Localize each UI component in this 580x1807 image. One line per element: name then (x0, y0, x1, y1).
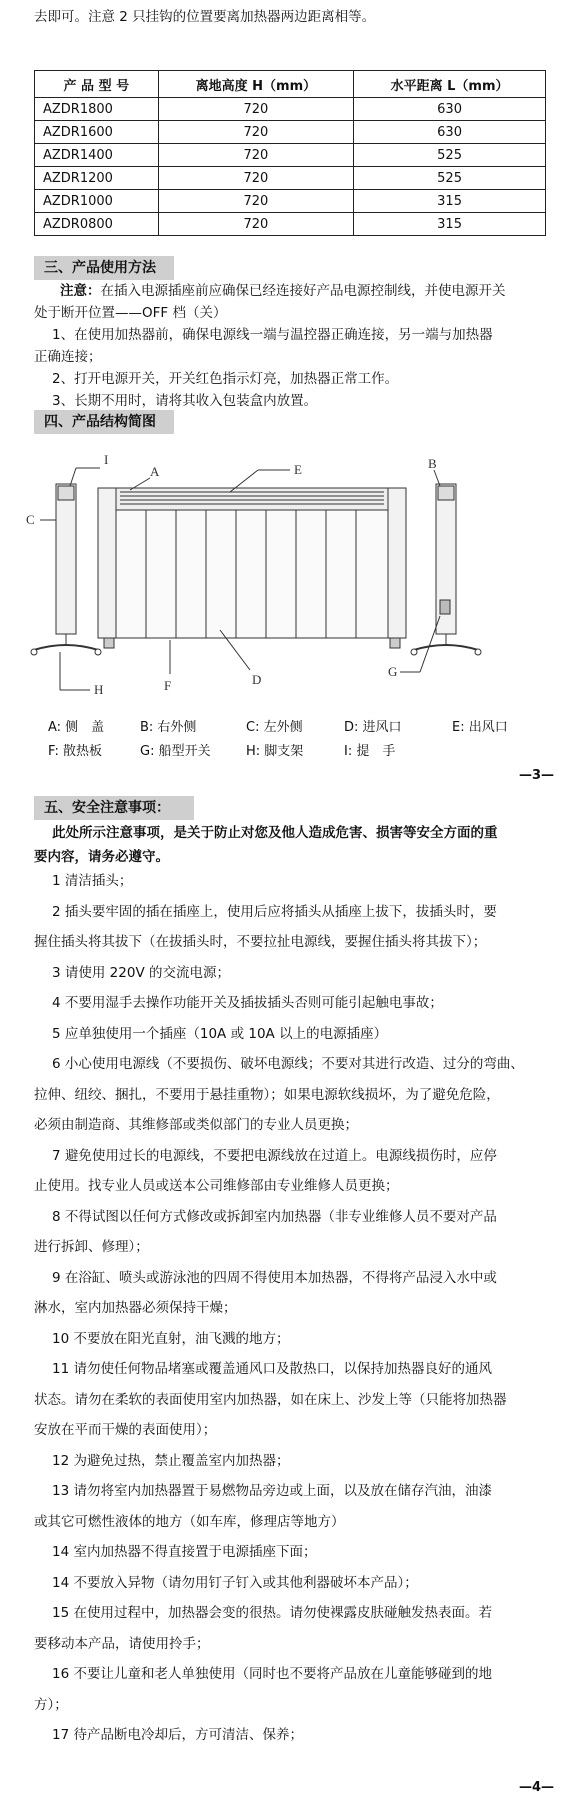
safety-item-line: 拉伸、纽绞、捆扎，不要用于悬挂重物）；如果电源软线损坏，为了避免危险， (34, 1087, 500, 1103)
step3-line: 3、长期不用时，请将其收入包装盒内放置。 (52, 393, 318, 409)
front-view (98, 470, 406, 674)
safety-item-line: 10 不要放在阳光直射，油飞溅的地方； (52, 1331, 290, 1347)
table-row (35, 190, 546, 213)
header-distance: 水平距离 L（mm） (354, 71, 546, 98)
label-B: B (428, 456, 437, 471)
cell-distance: 315 (354, 213, 546, 236)
legend-H: H: 脚支架 (246, 744, 304, 759)
safety-item-line: 3 请使用 220V 的交流电源； (52, 965, 230, 981)
safety-item-line: 4 不要用湿手去操作功能开关及插拔插头否则可能引起触电事故； (52, 995, 443, 1011)
step2-line: 2、打开电源开关，开关红色指示灯亮，加热器正常工作。 (52, 371, 399, 387)
cell-distance: 315 (354, 190, 546, 213)
safety-item-line: 15 在使用过程中，加热器会变的很热。请勿使裸露皮肤碰触发热表面。若 (52, 1605, 492, 1621)
header-height: 离地高度 H（mm） (158, 71, 354, 98)
label-A: A (150, 464, 160, 479)
product-structure-diagram (20, 440, 560, 700)
note-text-1: 在插入电源插座前应确保已经连接好产品电源控制线，并使电源开关 (100, 283, 506, 299)
label-I: I (104, 452, 109, 467)
cell-distance: 525 (354, 144, 546, 167)
cell-model: AZDR0800 (35, 213, 159, 236)
safety-item-line: 要移动本产品，请使用拎手； (34, 1636, 210, 1652)
safety-item-line: 6 小心使用电源线（不要损伤、破坏电源线；不要对其进行改造、过分的弯曲、 (52, 1056, 524, 1072)
legend-C: C: 左外侧 (246, 720, 303, 735)
safety-item-line: 安放在平而干燥的表面使用）； (34, 1422, 217, 1438)
safety-item-line: 11 请勿使任何物品堵塞或覆盖通风口及散热口，以保持加热器良好的通风 (52, 1361, 492, 1377)
safety-item-line: 16 不要让儿童和老人单独使用（同时也不要将产品放在儿童能够碰到的地 (52, 1666, 492, 1682)
safety-item-line: 淋水，室内加热器必须保持干燥； (34, 1300, 237, 1316)
safety-item-line: 进行拆卸、修理）； (34, 1239, 149, 1255)
safety-item-line: 7 避免使用过长的电源线，不要把电源线放在过道上。电源线损伤时，应停 (52, 1148, 497, 1164)
safety-item-line: 14 不要放入异物（请勿用钉子钉入或其他利器破坏本产品）； (52, 1575, 418, 1591)
cell-height: 720 (158, 190, 354, 213)
safety-item-line: 或其它可燃性液体的地方（如车库，修理店等地方） (34, 1514, 345, 1530)
safety-item-line: 5 应单独使用一个插座（10A 或 10A 以上的电源插座） (52, 1026, 388, 1042)
safety-item-line: 1 清洁插头； (52, 873, 133, 889)
cell-height: 720 (158, 213, 354, 236)
label-G: G (388, 664, 398, 679)
label-C: C (26, 512, 35, 527)
safety-item-line: 12 为避免过热，禁止覆盖室内加热器； (52, 1453, 290, 1469)
header-model: 产 品 型 号 (35, 71, 159, 98)
section5-title: 五、安全注意事项： (34, 796, 194, 820)
label-F: F (164, 678, 172, 693)
cell-model: AZDR1200 (35, 167, 159, 190)
safety-item-line: 2 插头要牢固的插在插座上，使用后应将插头从插座上拔下，拔插头时，要 (52, 904, 497, 920)
cell-model: AZDR1400 (35, 144, 159, 167)
section5-intro-1: 此处所示注意事项，是关于防止对您及他人造成危害、损害等安全方面的重 (52, 825, 498, 841)
step1-line2: 正确连接； (34, 349, 102, 365)
legend-G: G: 船型开关 (140, 744, 211, 759)
cell-distance: 630 (354, 98, 546, 121)
cell-height: 720 (158, 121, 354, 144)
safety-item-line: 方）； (34, 1697, 68, 1713)
safety-item-line: 必须由制造商、其维修部或类似部门的专业人员更换； (34, 1117, 358, 1133)
table-row (35, 98, 546, 121)
table-row (35, 167, 546, 190)
cell-model: AZDR1000 (35, 190, 159, 213)
cell-height: 720 (158, 98, 354, 121)
cell-height: 720 (158, 167, 354, 190)
cell-model: AZDR1800 (35, 98, 159, 121)
top-instruction-line (34, 8, 554, 26)
legend-A: A: 侧 盖 (48, 720, 105, 735)
note-label: 注意： (60, 283, 101, 299)
cell-model: AZDR1600 (35, 121, 159, 144)
legend-B: B: 右外侧 (140, 720, 197, 735)
cell-distance: 630 (354, 121, 546, 144)
safety-item-line: 止使用。找专业人员或送本公司维修部由专业维修人员更换； (34, 1178, 399, 1194)
label-D: D (252, 672, 262, 687)
table-row (35, 121, 546, 144)
label-E: E (294, 462, 302, 477)
table-header-row (35, 71, 546, 98)
safety-item-line: 13 请勿将室内加热器置于易燃物品旁边或上面，以及放在储存汽油，油漆 (52, 1483, 492, 1499)
note-text-2: 处于断开位置——OFF 档（关） (34, 305, 227, 321)
safety-item-line: 握住插头将其拔下（在拔插头时，不要拉扯电源线，要握住插头将其拔下）； (34, 934, 487, 950)
top-instruction-text: 去即可。注意 2 只挂钩的位置要离加热器两边距离相等。 (34, 9, 376, 25)
page-number-3: —3— (518, 768, 554, 783)
legend-I: I: 提 手 (344, 744, 396, 759)
legend-F: F: 散热板 (48, 744, 102, 759)
table-row (35, 213, 546, 236)
legend-E: E: 出风口 (452, 720, 508, 735)
section5-intro-2: 要内容，请务必遵守。 (34, 849, 169, 865)
section4-title: 四、产品结构简图 (34, 410, 174, 434)
right-side-view (400, 470, 481, 672)
legend-D: D: 进风口 (344, 720, 402, 735)
spec-table (34, 70, 546, 236)
table-row (35, 144, 546, 167)
step1-line1: 1、在使用加热器前，确保电源线一端与温控器正确连接，另一端与加热器 (52, 327, 493, 343)
left-side-view (31, 468, 101, 690)
safety-item-line: 状态。请勿在柔软的表面使用室内加热器，如在床上、沙发上等（只能将加热器 (34, 1392, 507, 1408)
page-number-4: —4— (518, 1780, 554, 1795)
section3-note-line1 (60, 282, 554, 300)
section3-title: 三、产品使用方法 (34, 256, 174, 280)
safety-item-line: 9 在浴缸、喷头或游泳池的四周不得使用本加热器，不得将产品浸入水中或 (52, 1270, 497, 1286)
safety-item-line: 14 室内加热器不得直接置于电源插座下面； (52, 1544, 317, 1560)
safety-item-line: 17 待产品断电冷却后，方可清洁、保养； (52, 1727, 303, 1743)
safety-item-line: 8 不得试图以任何方式修改或拆卸室内加热器（非专业维修人员不要对产品 (52, 1209, 497, 1225)
cell-height: 720 (158, 144, 354, 167)
label-H: H (94, 682, 104, 697)
cell-distance: 525 (354, 167, 546, 190)
